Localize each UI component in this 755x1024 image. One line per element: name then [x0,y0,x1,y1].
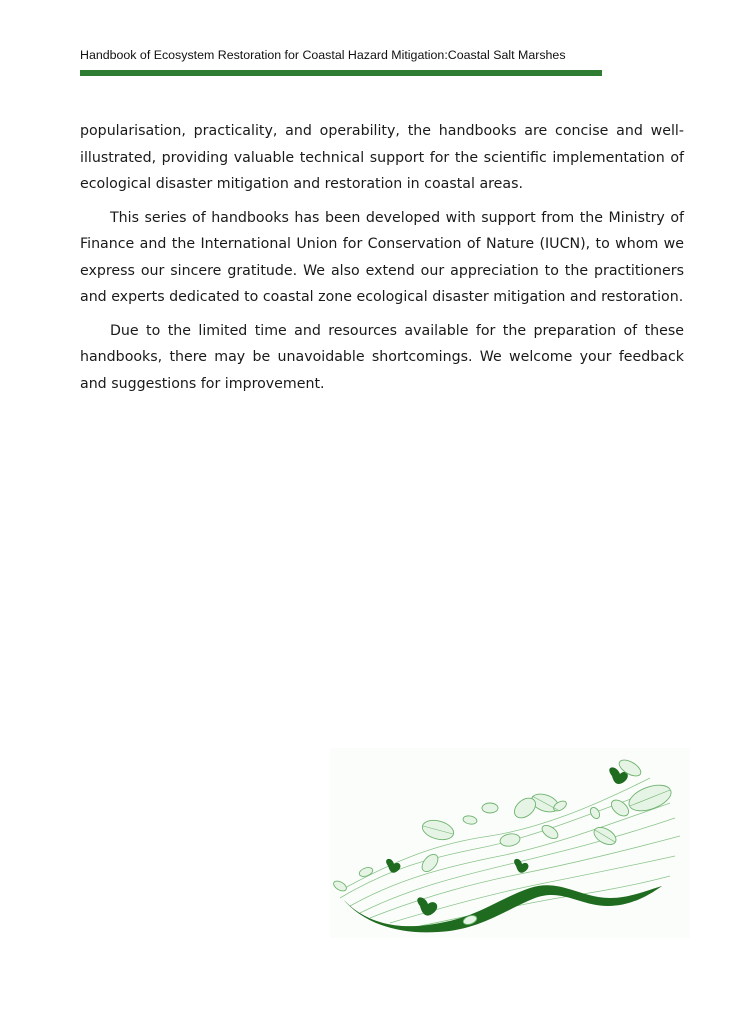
paragraph-1: popularisation, practicality, and operability, the handbooks are concise and well-illustrated, providing valuable technical support for the scientific implementation of ecological disaster mitigation and restoration in coastal areas. [80,123,684,192]
header-rule [80,70,602,76]
body-text [80,118,684,404]
paragraph-2: This series of handbooks has been developed with support from the Ministry of Finance and the International Union for Conservation of Nature (IUCN), to whom we express our sincere gratitude. We also extend our appreciation to the practitioners and experts dedicated to coastal zone ecological disaster mitigation and restoration. [80,209,684,305]
running-header: Handbook of Ecosystem Restoration for Coastal Hazard Mitigation:Coastal Salt Marshes [80,48,566,62]
leaf-wave-illustration-icon [330,748,690,938]
paragraph-3: Due to the limited time and resources available for the preparation of these handbooks, there may be unavoidable shortcomings. We welcome your feedback and suggestions for improvement. [80,322,684,392]
